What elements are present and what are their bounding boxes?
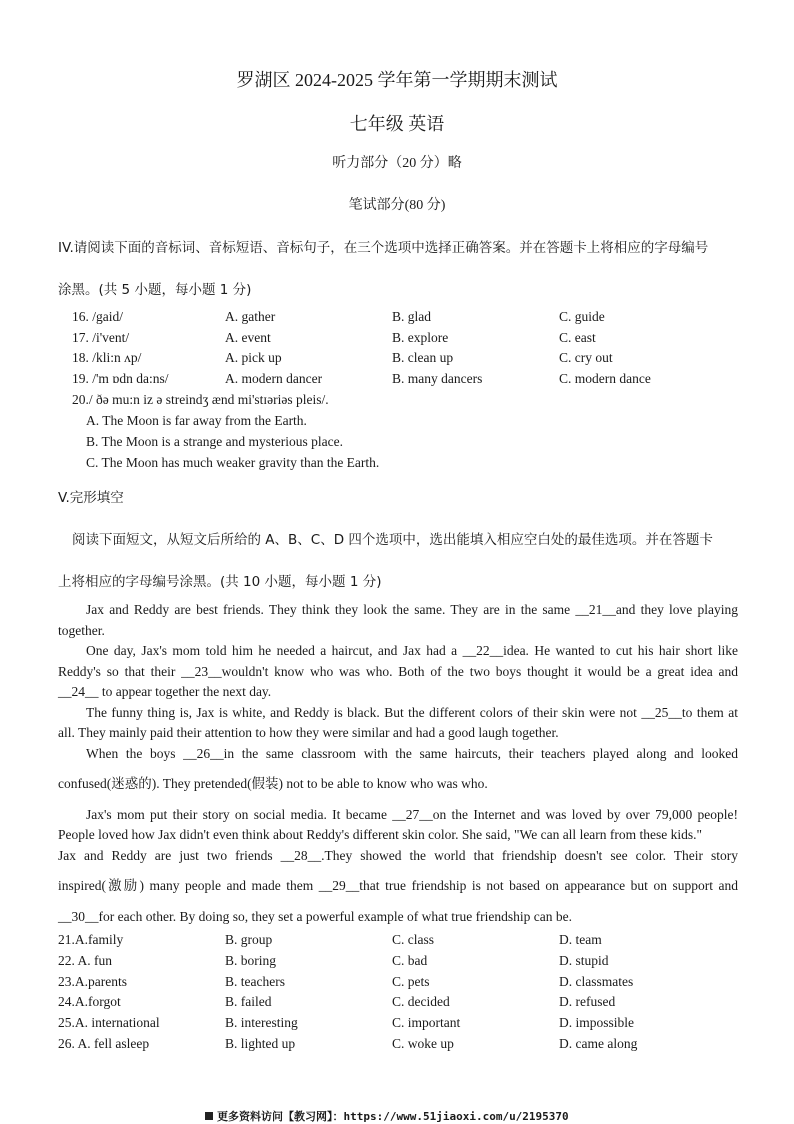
passage-line: People loved how Jax didn't even think about Reddy's different skin color. She said, "We can all learn from these kids." [58, 827, 703, 842]
cloze-option-row [58, 1015, 758, 1035]
exam-subtitle: 七年级 英语 [349, 114, 445, 134]
option-c: C. cry out [559, 350, 613, 365]
question-stem: 18. /kli:n ʌp/ [72, 350, 142, 365]
option-a: 22. A. fun [58, 953, 112, 968]
option-a: 25.A. international [58, 1015, 160, 1030]
passage-line: Jax and Reddy are best friends. They think they look the same. They are in the same __21__and they love playing [86, 602, 738, 617]
written-section-heading: 笔试部分(80 分) [348, 198, 446, 213]
option-b: B. lighted up [225, 1036, 296, 1051]
section5-instruction-line2: 上将相应的字母编号涂黑。(共 10 小题，每小题 1 分) [58, 574, 382, 590]
option-c: C. bad [392, 953, 428, 968]
question-row [72, 330, 752, 350]
option-b: B. boring [225, 953, 277, 968]
option-b: B. explore [392, 330, 449, 345]
option-a: A. event [225, 330, 271, 345]
option-c: C. guide [559, 309, 605, 324]
option-a: 24.A.forgot [58, 994, 121, 1009]
option-b: B. clean up [392, 350, 454, 365]
option-b: B. interesting [225, 1015, 298, 1030]
question-20-stem: 20./ ðə mu:n iz ə streindʒ ænd mi'stɪəriəs pleis/. [72, 392, 329, 407]
option-a: A. gather [225, 309, 276, 324]
section4-instruction-line1: IV.请阅读下面的音标词、音标短语、音标句子，在三个选项中选择正确答案。并在答题卡上将相应的字母编号 [58, 240, 709, 256]
passage-line: __30__for each other. By doing so, they set a powerful example of what true friendship can be. [58, 908, 572, 924]
passage-line: __24__ to appear together the next day. [58, 684, 272, 699]
question-stem: 17. /i'vent/ [72, 330, 130, 345]
option-b: B. glad [392, 309, 431, 324]
option-b: B. many dancers [392, 371, 483, 386]
section4-instruction-line2: 涂黑。(共 5 小题，每小题 1 分) [58, 282, 252, 298]
option-c: C. class [392, 932, 434, 947]
footer-link[interactable] [205, 1108, 569, 1124]
question-20-option-c: C. The Moon has much weaker gravity than the Earth. [86, 455, 380, 470]
passage-line: together. [58, 622, 105, 638]
cloze-option-row [58, 974, 758, 994]
option-d: D. classmates [559, 974, 634, 989]
passage-line: all. They mainly paid their attention to how they were similar and had a good laugh together. [58, 725, 559, 740]
passage-line: Jax and Reddy are just two friends __28__.They showed the world that friendship doesn't see color. Their story [58, 847, 738, 863]
option-a: A. pick up [225, 350, 282, 365]
option-d: D. refused [559, 994, 616, 1009]
footer-text: 更多资料访问【教习网】：https://www.51jiaoxi.com/u/2195370 [217, 1110, 569, 1123]
listening-section-note: 听力部分（20 分）略 [332, 156, 462, 171]
option-d: D. stupid [559, 953, 609, 968]
passage-line: Reddy's so that their __23__wouldn't know who was who. Both of the two boys thought it would be a great idea and [58, 663, 738, 679]
passage-line: Jax's mom put their story on social media. It became __27__on the Internet and was loved by over 79,000 people! [86, 806, 738, 822]
passage-line: When the boys __26__in the same classroom with the same haircuts, their teachers played along and looked [86, 745, 738, 761]
question-stem: 19. /'m ɒdn da:ns/ [72, 371, 169, 386]
cloze-passage [58, 600, 738, 927]
question-stem: 16. /gaid/ [72, 309, 123, 324]
option-c: C. east [559, 330, 596, 345]
cloze-option-row [58, 1036, 758, 1056]
question-row [72, 350, 752, 370]
cloze-option-row [58, 953, 758, 973]
option-c: C. modern dance [559, 371, 651, 386]
question-row [72, 371, 752, 391]
option-a: 23.A.parents [58, 974, 127, 989]
exam-title: 罗湖区 2024-2025 学年第一学期期末测试 [236, 70, 558, 90]
option-c: C. woke up [392, 1036, 454, 1051]
option-c: C. important [392, 1015, 461, 1030]
option-a: 26. A. fell asleep [58, 1036, 150, 1051]
option-d: D. came along [559, 1036, 638, 1051]
option-c: C. pets [392, 974, 430, 989]
passage-line: confused(迷惑的). They pretended(假装) not to be able to know who was who. [58, 776, 488, 791]
option-d: D. impossible [559, 1015, 635, 1030]
option-a: 21.A.family [58, 932, 124, 947]
question-row [72, 309, 752, 329]
passage-line: inspired(激励) many people and made them __29__that true friendship is not based on appearance but on support and [58, 878, 738, 893]
flag-icon [205, 1112, 213, 1120]
section5-instruction-line1: 阅读下面短文，从短文后所给的 A、B、C、D 四个选项中，选出能填入相应空白处的最佳选项。并在答题卡 [72, 532, 713, 548]
section5-heading: V.完形填空 [58, 490, 124, 506]
option-b: B. teachers [225, 974, 285, 989]
passage-line: The funny thing is, Jax is white, and Reddy is black. But the different colors of their skin were not __25__to them at [86, 704, 738, 720]
option-c: C. decided [392, 994, 450, 1009]
option-d: D. team [559, 932, 602, 947]
question-20-option-b: B. The Moon is a strange and mysterious place. [86, 434, 343, 449]
cloze-option-row [58, 994, 758, 1014]
option-b: B. group [225, 932, 273, 947]
option-a: A. modern dancer [225, 371, 323, 386]
cloze-option-row [58, 932, 758, 952]
passage-line: One day, Jax's mom told him he needed a haircut, and Jax had a __22__idea. He wanted to cut his hair short like [86, 643, 738, 658]
question-20-option-a: A. The Moon is far away from the Earth. [86, 413, 307, 428]
option-b: B. failed [225, 994, 272, 1009]
